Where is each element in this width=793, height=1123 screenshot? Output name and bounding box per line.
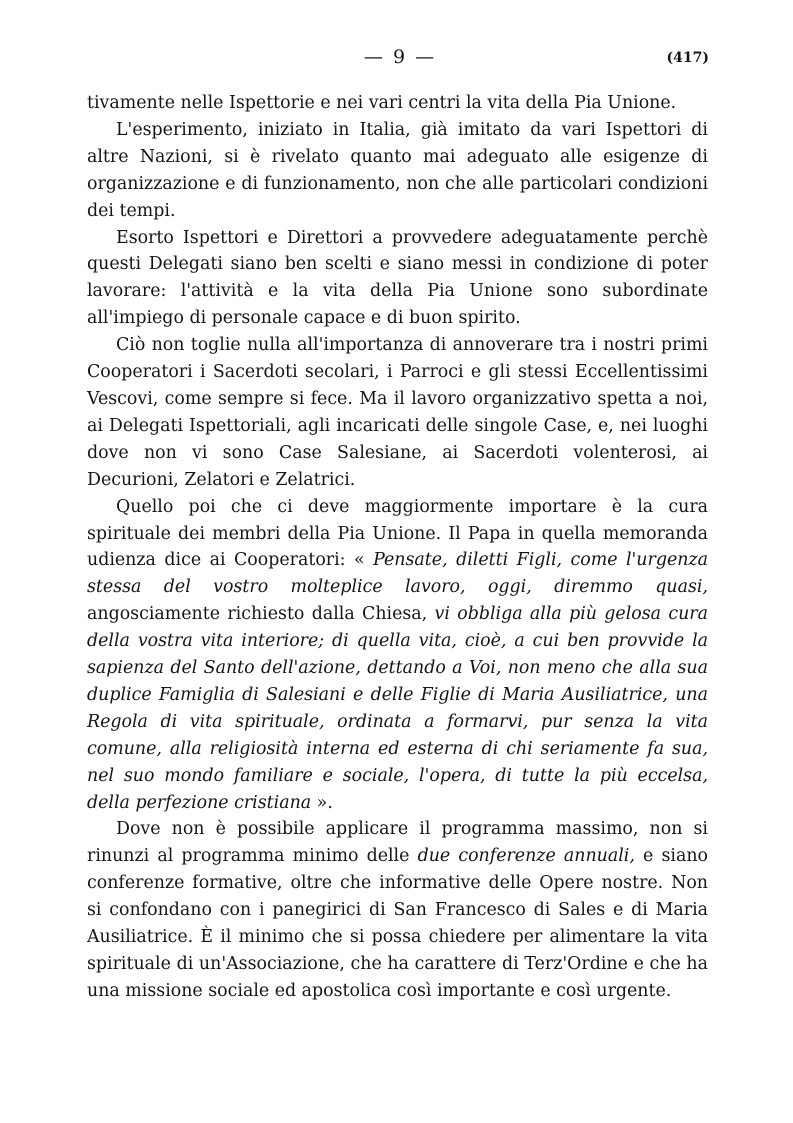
quotation-italic: vi obbliga alla più gelosa cura della vostra vita interiore; di quella vita, cioè, a cui ben provvide la sapienza del Santo dell'azione, dettando a Voi, non meno che alla sua duplice Famiglia di Salesiani e delle Figlie di Maria Ausiliatrice, una Regola di vita spirituale, ordinata a formarvi, pur senza la vita comune, alla religiosità interna ed esterna di chi seriamente fa sua, nel suo mondo familiare e sociale, l'opera, di tutte la più eccelsa, della perfezione cristiana	[87, 604, 708, 813]
paragraph-5	[87, 494, 708, 817]
paragraph-2: L'esperimento, iniziato in Italia, già imitato da vari Ispettori di altre Nazioni, si è rivelato quanto mai adeguato alle esigenze di organizzazione e di funzionamento, non che alle particolari condizioni dei tempi.	[87, 119, 708, 221]
paragraph-6-text: e siano conferenze formative, oltre che informative delle Opere nostre. Non si confondano con i panegirici di San Francesco di Sales e di Maria Ausiliatrice. È il minimo che si possa chiedere per alimentare la vita spirituale di un'Associazione, che ha carattere di Terz'Ordine e che ha una missione sociale ed apostolica così importante e così urgente.	[87, 846, 709, 1001]
paragraph-6	[87, 816, 708, 1004]
page-header	[0, 46, 793, 76]
page-number: — 9 —	[363, 46, 437, 68]
paragraph-5-text: Quello poi che ci deve maggiormente importare è la cura spirituale dei membri della Pia Unione. Il Papa in quella memoranda udienza dice ai Cooperatori: «	[87, 496, 708, 571]
reference-number: (417)	[666, 50, 709, 66]
paragraph-3: Esorto Ispettori e Direttori a provvedere adeguatamente perchè questi Delegati siano ben scelti e siano messi in condizione di poter lavorare: l'attività e la vita della Pia Unione sono subordinate all'impiego di personale capace e di buon spirito.	[87, 227, 708, 329]
paragraph-5-text: angosciamente richiesto dalla Chiesa,	[87, 604, 435, 625]
paragraph-1: tivamente nelle Ispettorie e nei vari centri la vita della Pia Unione.	[87, 93, 677, 113]
body-text	[87, 90, 708, 1005]
emphasis-italic: due conferenze annuali,	[417, 846, 635, 867]
paragraph-4: Ciò non toglie nulla all'importanza di annoverare tra i nostri primi Cooperatori i Sacerdoti secolari, i Parroci e gli stessi Eccellentissimi Vescovi, come sempre si fece. Ma il lavoro organizzativo spetta a noi, ai Delegati Ispettoriali, agli incaricati delle singole Case, e, nei luoghi dove non vi sono Case Salesiane, ai Sacerdoti volenterosi, ai Decurioni, Zelatori e Zelatrici.	[87, 335, 708, 490]
quotation-italic: Pensate, diletti Figli, come l'urgenza stessa del vostro molteplice lavoro, oggi, diremmo quasi,	[87, 550, 708, 598]
paragraph-6-text: Dove non è possibile applicare il programma massimo, non si rinunzi al programma minimo delle	[87, 819, 708, 867]
quotation-close: ».	[311, 792, 333, 813]
